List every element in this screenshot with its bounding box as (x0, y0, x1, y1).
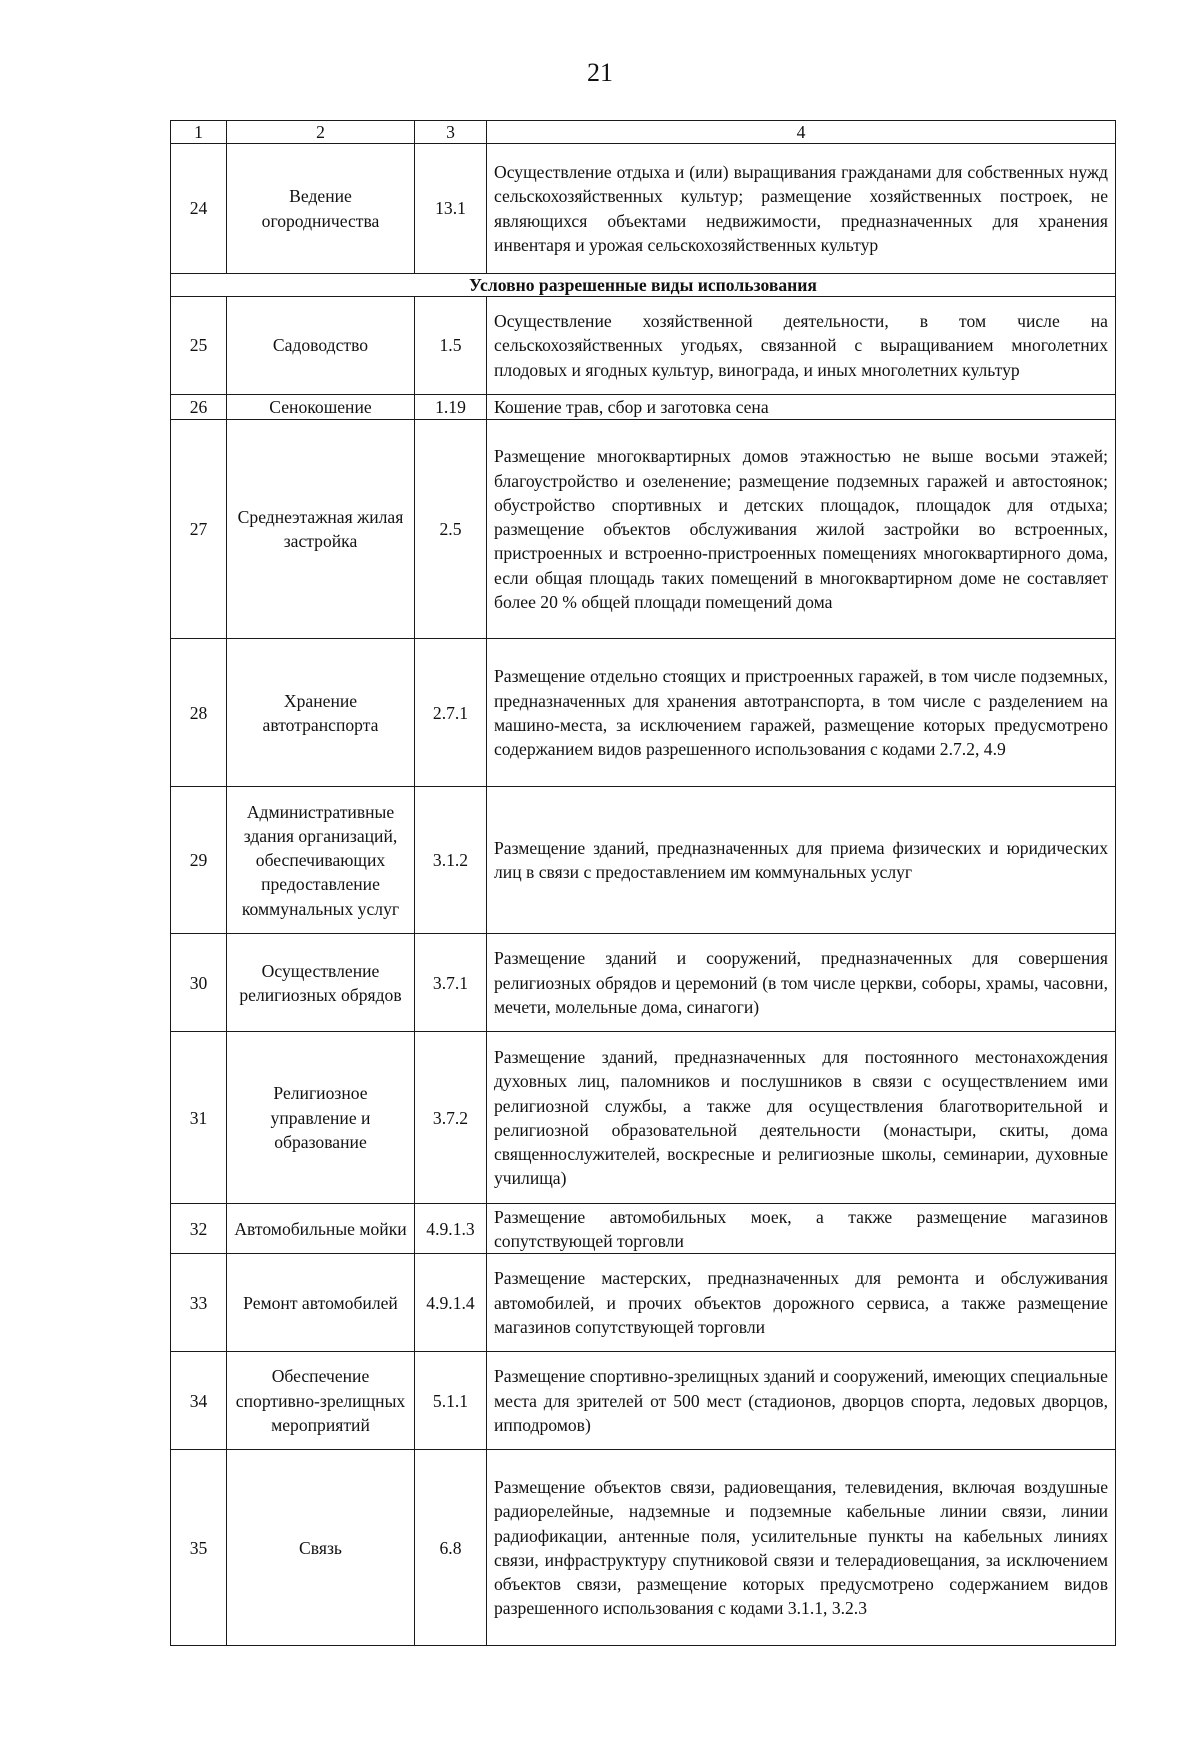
header-cell-3: 3 (415, 121, 487, 144)
use-type-code: 5.1.1 (415, 1352, 487, 1450)
use-type-name: Сенокошение (227, 395, 415, 420)
use-type-code: 6.8 (415, 1450, 487, 1646)
use-type-code: 2.7.1 (415, 639, 487, 787)
use-type-name: Связь (227, 1450, 415, 1646)
use-type-code: 3.7.2 (415, 1032, 487, 1204)
use-type-code: 13.1 (415, 144, 487, 274)
table-row (171, 144, 1116, 274)
table-row (171, 1450, 1116, 1646)
row-number: 26 (171, 395, 227, 420)
header-cell-2: 2 (227, 121, 415, 144)
use-type-description: Кошение трав, сбор и заготовка сена (487, 395, 1116, 420)
use-type-name: Осуществление религиозных обрядов (227, 934, 415, 1032)
table-row (171, 1032, 1116, 1204)
row-number: 34 (171, 1352, 227, 1450)
row-number: 27 (171, 420, 227, 639)
use-type-description: Осуществление отдыха и (или) выращивания гражданами для собственных нужд сельскохозяйственных культур; размещение хозяйственных построек, не являющихся объектами недвижимости, предназначенных для хранения инвентаря и урожая сельскохозяйственных культур (487, 144, 1116, 274)
table-row (171, 420, 1116, 639)
use-type-name: Среднеэтажная жилая застройка (227, 420, 415, 639)
table-row (171, 1254, 1116, 1352)
use-type-code: 4.9.1.3 (415, 1204, 487, 1254)
table-row (171, 934, 1116, 1032)
table-row (171, 297, 1116, 395)
use-type-name: Автомобильные мойки (227, 1204, 415, 1254)
land-use-table (170, 120, 1116, 1646)
section-heading: Условно разрешенные виды использования (171, 274, 1116, 297)
use-type-name: Хранение автотранспорта (227, 639, 415, 787)
use-type-description: Осуществление хозяйственной деятельности, в том числе на сельскохозяйственных угодьях, связанной с выращиванием многолетних плодовых и ягодных культур, винограда, и иных многолетних культур (487, 297, 1116, 395)
table-row (171, 1204, 1116, 1254)
use-type-code: 4.9.1.4 (415, 1254, 487, 1352)
use-type-code: 2.5 (415, 420, 487, 639)
header-cell-4: 4 (487, 121, 1116, 144)
use-type-name: Садоводство (227, 297, 415, 395)
use-type-name: Административные здания организаций, обеспечивающих предоставление коммунальных услуг (227, 787, 415, 934)
table-header-row (171, 121, 1116, 144)
use-type-code: 3.1.2 (415, 787, 487, 934)
row-number: 30 (171, 934, 227, 1032)
use-type-name: Ведение огородничества (227, 144, 415, 274)
use-type-description: Размещение спортивно-зрелищных зданий и сооружений, имеющих специальные места для зрителей от 500 мест (стадионов, дворцов спорта, ледовых дворцов, ипподромов) (487, 1352, 1116, 1450)
section-heading-row (171, 274, 1116, 297)
use-type-description: Размещение объектов связи, радиовещания, телевидения, включая воздушные радиорелейные, надземные и подземные кабельные линии связи, линии радиофикации, антенные поля, усилительные пункты на кабельных линиях связи, инфраструктуру спутниковой связи и телерадиовещания, за исключением объектов связи, размещение которых предусмотрено содержанием видов разрешенного использования с кодами 3.1.1, 3.2.3 (487, 1450, 1116, 1646)
use-type-description: Размещение мастерских, предназначенных для ремонта и обслуживания автомобилей, и прочих объектов дорожного сервиса, а также размещение магазинов сопутствующей торговли (487, 1254, 1116, 1352)
row-number: 28 (171, 639, 227, 787)
table-row (171, 787, 1116, 934)
table-row (171, 1352, 1116, 1450)
use-type-description: Размещение зданий, предназначенных для постоянного местонахождения духовных лиц, паломников и послушников в связи с осуществлением ими религиозной службы, а также для осуществления благотворительной и религиозной образовательной деятельности (монастыри, скиты, дома священнослужителей, воскресные и религиозные школы, семинарии, духовные училища) (487, 1032, 1116, 1204)
use-type-code: 1.5 (415, 297, 487, 395)
use-type-description: Размещение зданий и сооружений, предназначенных для совершения религиозных обрядов и церемоний (в том числе церкви, соборы, храмы, часовни, мечети, молельные дома, синагоги) (487, 934, 1116, 1032)
table-row (171, 639, 1116, 787)
use-type-description: Размещение многоквартирных домов этажностью не выше восьми этажей; благоустройство и озеленение; размещение подземных гаражей и автостоянок; обустройство спортивных и детских площадок, площадок для отдыха; размещение объектов обслуживания жилой застройки во встроенных, пристроенных и встроенно-пристроенных помещениях многоквартирного дома, если общая площадь таких помещений в многоквартирном доме не составляет более 20 % общей площади помещений дома (487, 420, 1116, 639)
use-type-description: Размещение отдельно стоящих и пристроенных гаражей, в том числе подземных, предназначенных для хранения автотранспорта, в том числе с разделением на машино-места, за исключением гаражей, размещение которых предусмотрено содержанием видов разрешенного использования с кодами 2.7.2, 4.9 (487, 639, 1116, 787)
use-type-name: Обеспечение спортивно-зрелищных мероприятий (227, 1352, 415, 1450)
row-number: 33 (171, 1254, 227, 1352)
use-type-description: Размещение зданий, предназначенных для приема физических и юридических лиц в связи с предоставлением им коммунальных услуг (487, 787, 1116, 934)
row-number: 32 (171, 1204, 227, 1254)
use-type-code: 1.19 (415, 395, 487, 420)
use-type-name: Религиозное управление и образование (227, 1032, 415, 1204)
row-number: 25 (171, 297, 227, 395)
use-type-code: 3.7.1 (415, 934, 487, 1032)
use-type-name: Ремонт автомобилей (227, 1254, 415, 1352)
row-number: 31 (171, 1032, 227, 1204)
row-number: 35 (171, 1450, 227, 1646)
row-number: 29 (171, 787, 227, 934)
row-number: 24 (171, 144, 227, 274)
header-cell-1: 1 (171, 121, 227, 144)
table-row (171, 395, 1116, 420)
page-number: 21 (587, 58, 613, 87)
use-type-description: Размещение автомобильных моек, а также размещение магазинов сопутствующей торговли (487, 1204, 1116, 1254)
